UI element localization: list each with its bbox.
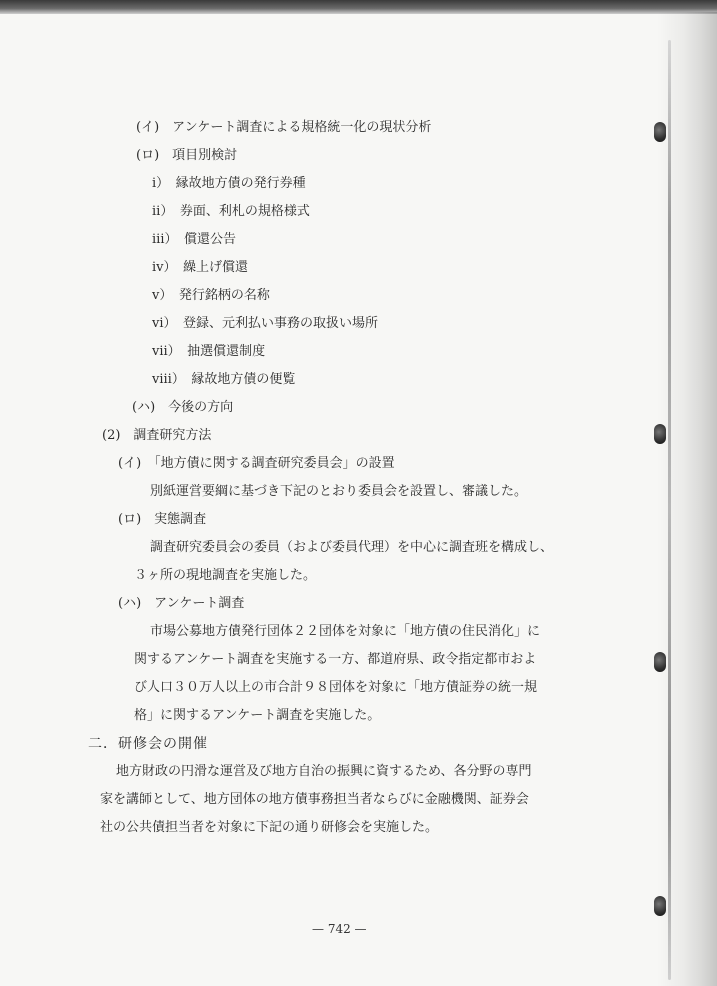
text-line: (2) 調査研究方法 [102,428,212,443]
text-line: 家を講師として、地方団体の地方債事務担当者ならびに金融機関、証券会 [100,792,529,807]
scan-top-edge [0,0,717,14]
text-line: (ハ) 今後の方向 [132,400,234,415]
binding-edge [668,40,671,980]
text-line: ⅲ） 償還公告 [152,232,236,247]
text-line: ⅰ） 縁故地方債の発行券種 [152,176,306,191]
text-line: 関するアンケート調査を実施する一方、都道府県、政令指定都市およ [134,652,537,667]
text-line: ⅴ） 発行銘柄の名称 [152,288,270,303]
text-line: ⅶ） 抽選償還制度 [152,344,266,359]
text-line: 地方財政の円滑な運営及び地方自治の振興に資するため、各分野の専門 [116,764,532,779]
text-line: (ロ) 項目別検討 [136,148,238,163]
text-line: ⅵ） 登録、元利払い事務の取扱い場所 [152,316,379,331]
text-line: (ロ) 実態調査 [118,512,207,527]
text-line: ⅱ） 券面、利札の規格様式 [152,204,310,219]
binding-ring [654,896,666,916]
text-line: 調査研究委員会の委員（および委員代理）を中心に調査班を構成し、 [150,540,554,555]
section-heading: 二．研修会の開催 [88,736,208,752]
text-line: 格」に関するアンケート調査を実施した。 [134,708,381,723]
text-line: ⅷ） 縁故地方債の便覧 [152,372,296,387]
text-line: 市場公募地方債発行団体２２団体を対象に「地方債の住民消化」に [150,624,541,639]
binding-ring [654,652,666,672]
text-line: (イ) 「地方債に関する調査研究委員会」の設置 [118,456,395,471]
text-line: (ハ) アンケート調査 [118,596,245,611]
text-line: び人口３０万人以上の市合計９８団体を対象に「地方債証券の統一規 [134,680,538,695]
text-line: ⅳ） 繰上げ償還 [152,260,249,275]
page-number: — 742 — [312,922,367,936]
text-line: (イ) アンケート調査による規格統一化の現状分析 [136,120,432,135]
binding-ring [654,424,666,444]
text-line: 別紙運営要綱に基づき下記のとおり委員会を設置し、審議した。 [150,484,528,499]
text-line: ３ヶ所の現地調査を実施した。 [134,568,317,583]
text-line: 社の公共債担当者を対象に下記の通り研修会を実施した。 [100,820,439,835]
binding-shadow [657,12,717,986]
binding-ring [654,122,666,142]
